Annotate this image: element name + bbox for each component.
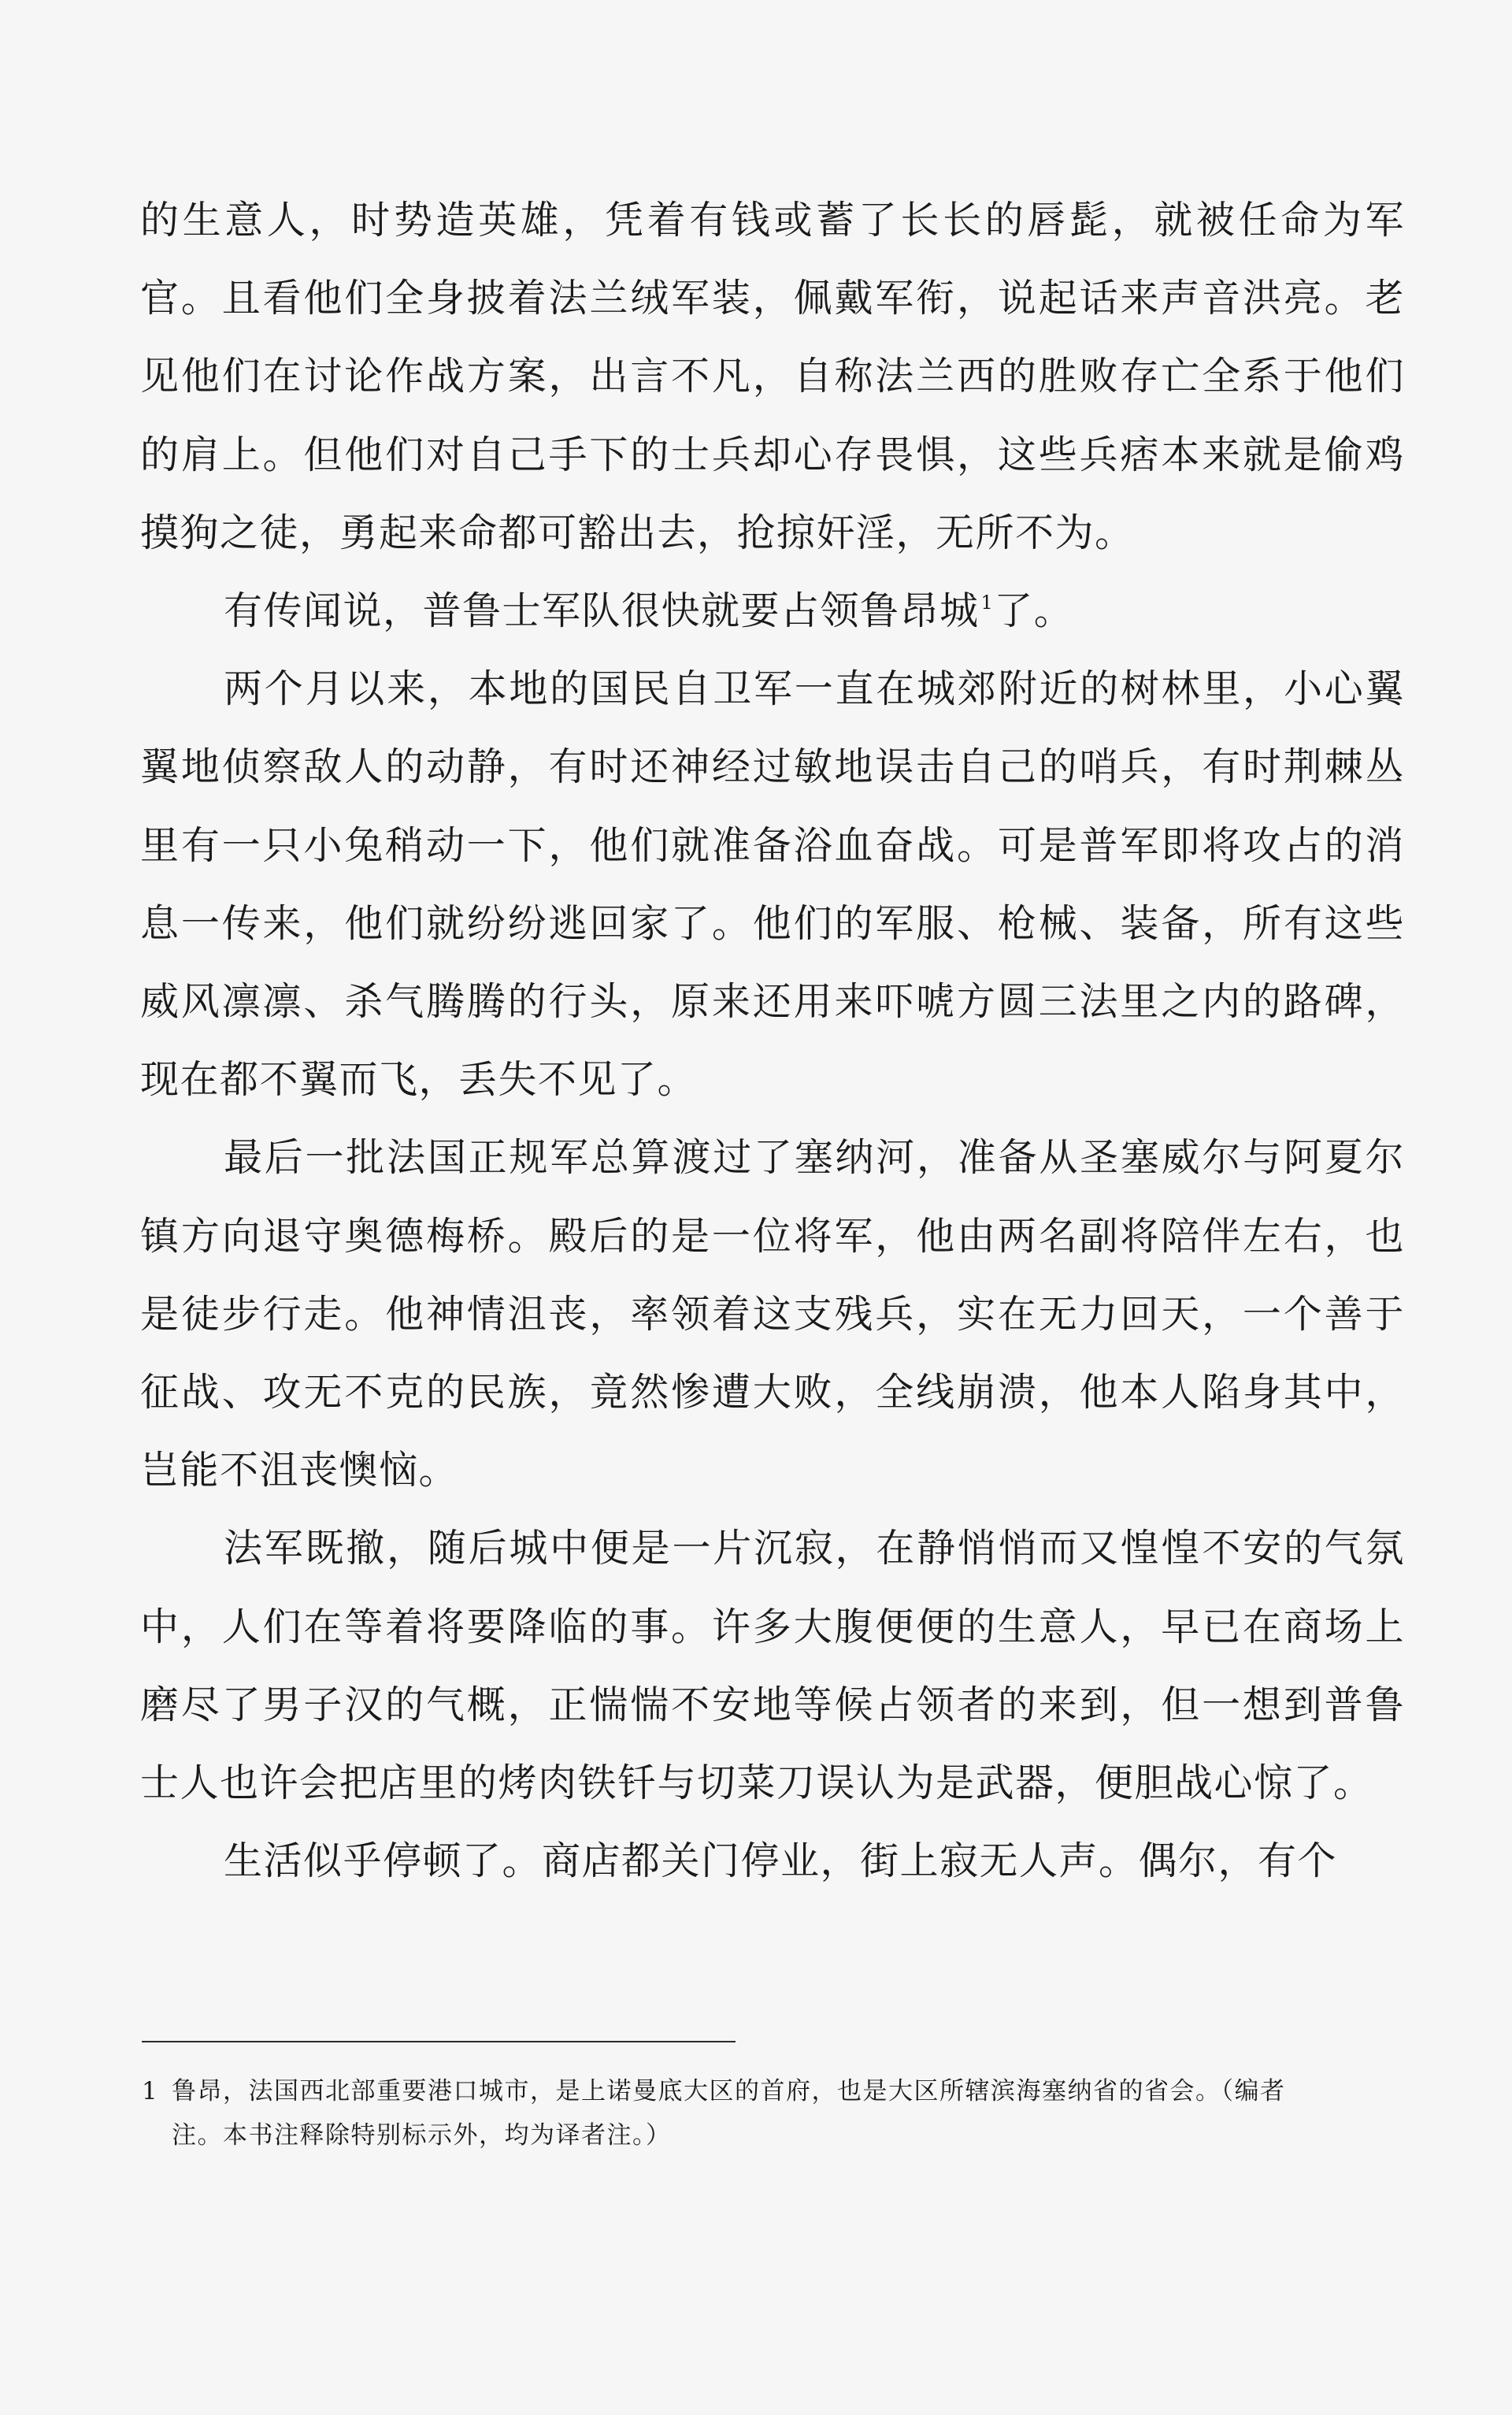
footnote-reference-1[interactable]: 1 xyxy=(980,591,995,614)
footnote-number: 1 xyxy=(142,2077,159,2105)
paragraph-text: 两个月以来，本地的国民自卫军一直在城郊附近的树林里，小心翼翼地侦察敌人的动静，有时还神经过敏地误击自己的哨兵，有时荆棘丛里有一只小兔稍动一下，他们就准备浴血奋战。可是普军即将攻占的消息一传来，他们就纷纷逃回家了。他们的军服、枪械、装备，所有这些威风凛凛、杀气腾腾的行头，原来还用来吓唬方圆三法里之内的路碑，现在都不翼而飞，丢失不见了。 xyxy=(140,666,1405,1103)
paragraph-1 xyxy=(140,181,1405,572)
paragraph-text: 有传闻说，普鲁士军队很快就要占领鲁昂城 xyxy=(224,588,980,634)
footnote-divider xyxy=(142,2041,736,2042)
paragraph-3 xyxy=(140,650,1405,1118)
body-text xyxy=(140,181,1405,1900)
paragraph-6 xyxy=(140,1822,1405,1900)
footnote-line-1 xyxy=(142,2069,1405,2113)
paragraph-4 xyxy=(140,1118,1405,1509)
footnote-text-line-2: 注。本书注释除特别标示外，均为译者注。） xyxy=(172,2121,672,2150)
paragraph-text: 生活似乎停顿了。商店都关门停业，街上寂无人声。偶尔，有个 xyxy=(224,1838,1338,1884)
paragraph-2 xyxy=(140,572,1405,650)
paragraph-text-after: 了。 xyxy=(994,588,1074,634)
footnote-line-2 xyxy=(142,2113,1405,2157)
paragraph-text: 的生意人，时势造英雄，凭着有钱或蓄了长长的唇髭，就被任命为军官。且看他们全身披着法兰绒军装，佩戴军衔，说起话来声音洪亮。老见他们在讨论作战方案，出言不凡，自称法兰西的胜败存亡全系于他们的肩上。但他们对自己手下的士兵却心存畏惧，这些兵痞本来就是偷鸡摸狗之徒，勇起来命都可豁出去，抢掠奸淫，无所不为。 xyxy=(140,198,1405,555)
paragraph-5 xyxy=(140,1509,1405,1822)
footnote-1 xyxy=(142,2069,1405,2157)
paragraph-text: 最后一批法国正规军总算渡过了塞纳河，准备从圣塞威尔与阿夏尔镇方向退守奥德梅桥。殿后的是一位将军，他由两名副将陪伴左右，也是徒步行走。他神情沮丧，率领着这支残兵，实在无力回天，一个善于征战、攻无不克的民族，竟然惨遭大败，全线崩溃，他本人陷身其中，岂能不沮丧懊恼。 xyxy=(140,1135,1405,1493)
paragraph-text: 法军既撤，随后城中便是一片沉寂，在静悄悄而又惶惶不安的气氛中，人们在等着将要降临的事。许多大腹便便的生意人，早已在商场上磨尽了男子汉的气概，正惴惴不安地等候占领者的来到，但一想到普鲁士人也许会把店里的烤肉铁钎与切菜刀误认为是武器，便胆战心惊了。 xyxy=(140,1526,1405,1806)
footnote-text-line-1: 鲁昂，法国西北部重要港口城市，是上诺曼底大区的首府，也是大区所辖滨海塞纳省的省会。（编者 xyxy=(172,2077,1286,2105)
